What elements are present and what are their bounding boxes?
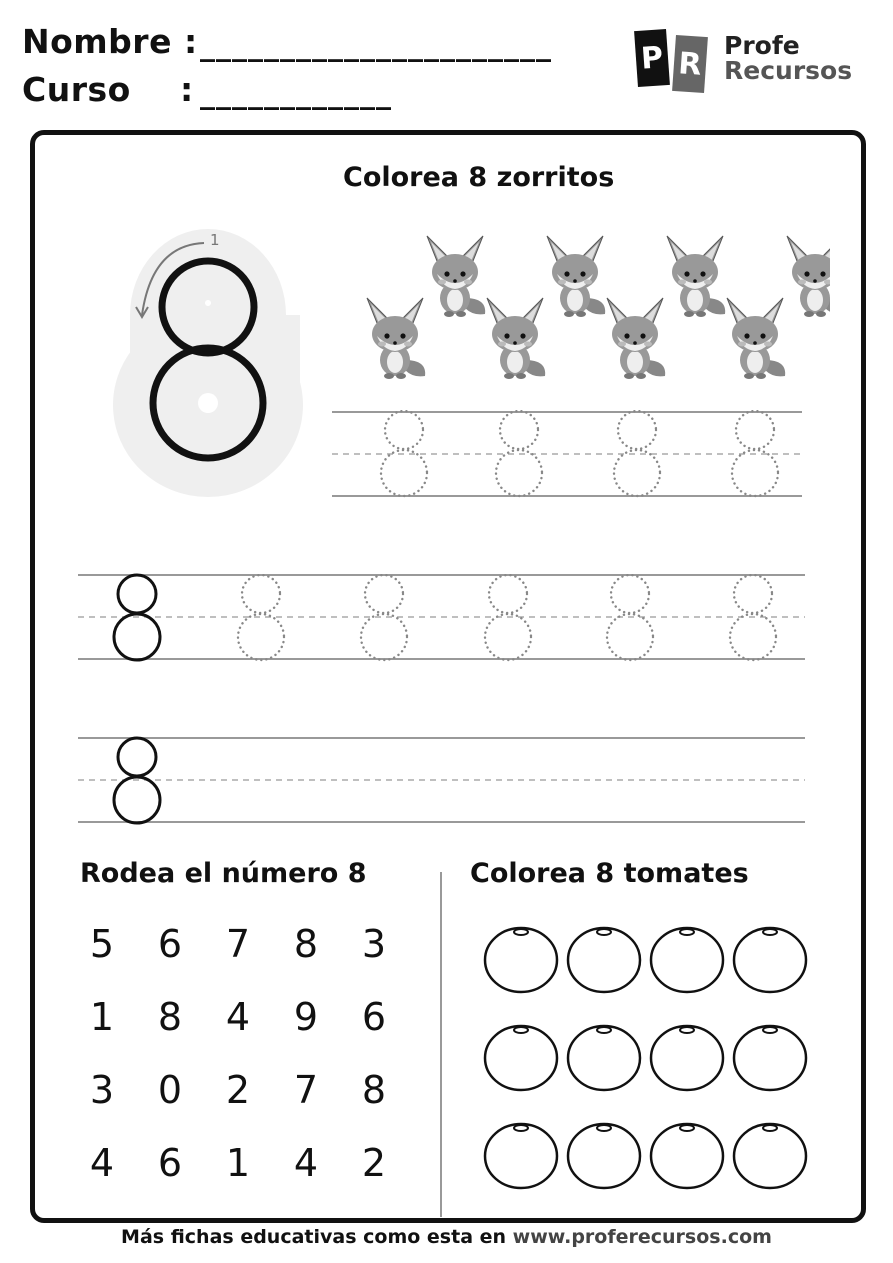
grid-number[interactable]: 4 [293,1141,319,1185]
tomato-10[interactable] [568,1124,640,1188]
tomato-5[interactable] [485,1026,557,1090]
tomatoes-title: Colorea 8 tomates [470,858,749,889]
tomato-9[interactable] [485,1124,557,1188]
tomato-2[interactable] [568,928,640,992]
grid-number[interactable]: 6 [361,995,387,1039]
name-blank-line[interactable]: ______________________ [200,28,552,63]
course-colon: : [180,70,194,109]
logo-p-box: P [634,29,670,87]
fox-8[interactable] [787,236,830,317]
foxes-title: Colorea 8 zorritos [343,162,615,193]
tomato-8[interactable] [734,1026,806,1090]
grid-number[interactable]: 1 [225,1141,251,1185]
foxes-area [330,228,830,388]
grid-number[interactable]: 2 [361,1141,387,1185]
logo-recursos: Recursos [724,56,853,85]
tomatoes-area [478,918,818,1218]
fox-5[interactable] [607,298,665,379]
circle-number-title: Rodea el número 8 [80,858,367,889]
grid-number[interactable]: 6 [157,1141,183,1185]
grid-number[interactable]: 5 [89,922,115,966]
grid-number[interactable]: 8 [293,922,319,966]
grid-number[interactable]: 8 [361,1068,387,1112]
big-eight-model [112,215,312,505]
tomato-4[interactable] [734,928,806,992]
fox-7[interactable] [727,298,785,379]
writing-row-bottom [78,730,813,830]
tomato-3[interactable] [651,928,723,992]
fox-6[interactable] [667,236,725,317]
grid-number[interactable]: 7 [293,1068,319,1112]
grid-number[interactable]: 2 [225,1068,251,1112]
tomato-7[interactable] [651,1026,723,1090]
tomato-1[interactable] [485,928,557,992]
grid-number[interactable]: 6 [157,922,183,966]
fox-1[interactable] [367,298,425,379]
grid-number[interactable]: 4 [225,995,251,1039]
name-label: Nombre : [22,22,198,61]
fox-4[interactable] [547,236,605,317]
grid-number[interactable]: 8 [157,995,183,1039]
footer-link[interactable]: www.proferecursos.com [512,1226,772,1248]
course-label: Curso [22,70,131,109]
grid-number[interactable]: 1 [89,995,115,1039]
tomato-11[interactable] [651,1124,723,1188]
section-divider [439,872,443,1217]
logo-r-box: R [672,35,708,93]
footer [0,1226,893,1248]
tracing-row-top [332,404,812,504]
grid-number[interactable]: 9 [293,995,319,1039]
grid-number[interactable]: 0 [157,1068,183,1112]
grid-number[interactable]: 3 [361,922,387,966]
grid-number[interactable]: 4 [89,1141,115,1185]
tomato-6[interactable] [568,1026,640,1090]
footer-text: Más fichas educativas como esta en [121,1226,513,1248]
logo-profe: Profe [724,31,800,60]
course-blank-line[interactable]: ____________ [200,76,392,111]
fox-3[interactable] [487,298,545,379]
stroke-order-number: 1 [210,231,220,249]
tomato-12[interactable] [734,1124,806,1188]
fox-2[interactable] [427,236,485,317]
grid-number[interactable]: 3 [89,1068,115,1112]
grid-number[interactable]: 7 [225,922,251,966]
tracing-row-middle [78,567,813,667]
